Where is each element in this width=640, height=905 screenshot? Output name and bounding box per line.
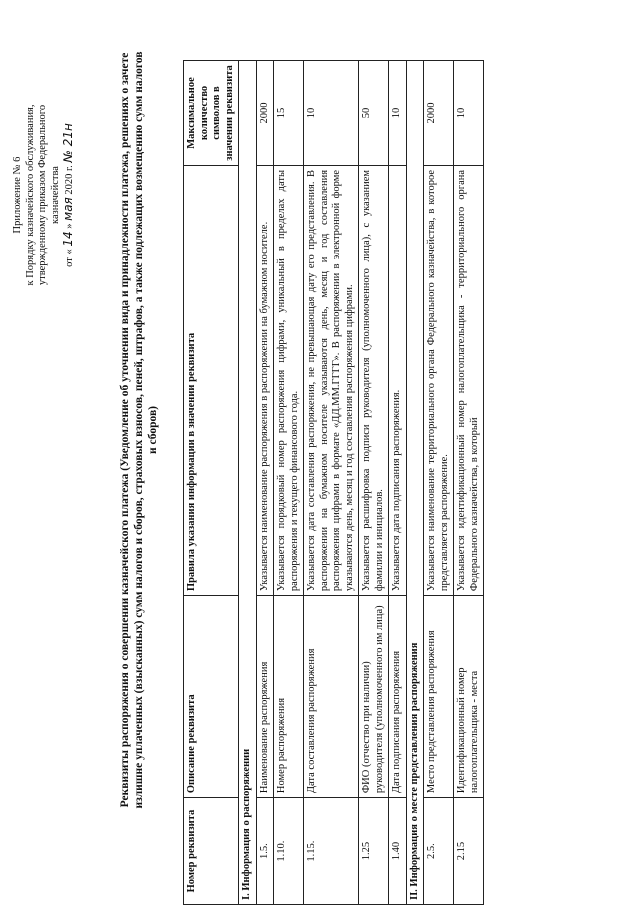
table-row: 1.25 ФИО (отчество при наличии) руководителя (уполномоченного им лица) Указывается расшифровка подписи руководителя (уполномоченного лица), с указанием фамилии и инициалов. 50 — [359, 61, 389, 905]
table-row: 2.15 Идентификационный номер налогоплательщика - места Указывается идентификационный номер налогоплательщика - территориального органа Федерального казначейства, в который 10 — [454, 61, 484, 905]
appendix-number: Приложение № 6 — [12, 156, 23, 234]
section-row: II. Информация о месте представления распоряжения — [406, 61, 424, 905]
header-rules: Правила указания информации в значении реквизита — [184, 165, 239, 595]
requisites-table — [183, 60, 484, 905]
appendix-line: казначейства — [49, 166, 61, 224]
table-header-row — [184, 61, 239, 905]
document-title: Реквизиты распоряжения о совершении казначейского платежа (Уведомление об уточнении вида и принадлежности платежа, решениях о зачете излишне уплаченных (взысканных) сумм налогов и сборов, страховых взносов, пеней, штрафов, а также подлежащих возмещению сумм налогов и сборов) — [119, 51, 159, 809]
table-row: 1.5. Наименование распоряжения Указывается наименование распоряжения в распоряжении на бумажном носителе. 2000 — [256, 61, 274, 905]
appendix-block — [12, 85, 77, 305]
handwritten-month: мая — [61, 197, 75, 221]
table-row: 1.40 Дата подписания распоряжения Указывается дата подписания распоряжения. 10 — [389, 61, 407, 905]
appendix-line: к Порядку казначейского обслуживания, — [24, 104, 36, 286]
section-row: I. Информация о распоряжении — [239, 61, 257, 905]
header-number: Номер реквизита — [184, 798, 239, 905]
table-row: 1.10. Номер распоряжения Указывается порядковый номер распоряжения цифрами, уникальный в пределах даты распоряжения и текущего финансового года. 15 — [274, 61, 304, 905]
header-description: Описание реквизита — [184, 596, 239, 798]
appendix-line: утвержденному приказом Федерального — [37, 104, 48, 286]
handwritten-order-number: № 21н — [61, 123, 75, 163]
table-row: 2.5. Место представления распоряжения Указывается наименование территориального органа Федерального казначейства, в которое представляется распоряжение. 2000 — [424, 61, 454, 905]
header-max-symbols: Максимальное количество символов в значении реквизита — [184, 61, 239, 166]
handwritten-day: 14 — [61, 231, 75, 247]
table-row: 1.15. Дата составления распоряжения Указывается дата составления распоряжения, не превышающая дату его представления. В распоряжении на бумажном носителе указываются день, месяц и год составления распоряжения цифрами в формате «ДД.ММ.ГГГГ». В распоряжении в электронной форме указываются день, месяц и год составления распоряжения цифрами. 10 — [304, 61, 359, 905]
appendix-date: от « 14 » мая 2020 г. № 21н — [61, 123, 75, 267]
